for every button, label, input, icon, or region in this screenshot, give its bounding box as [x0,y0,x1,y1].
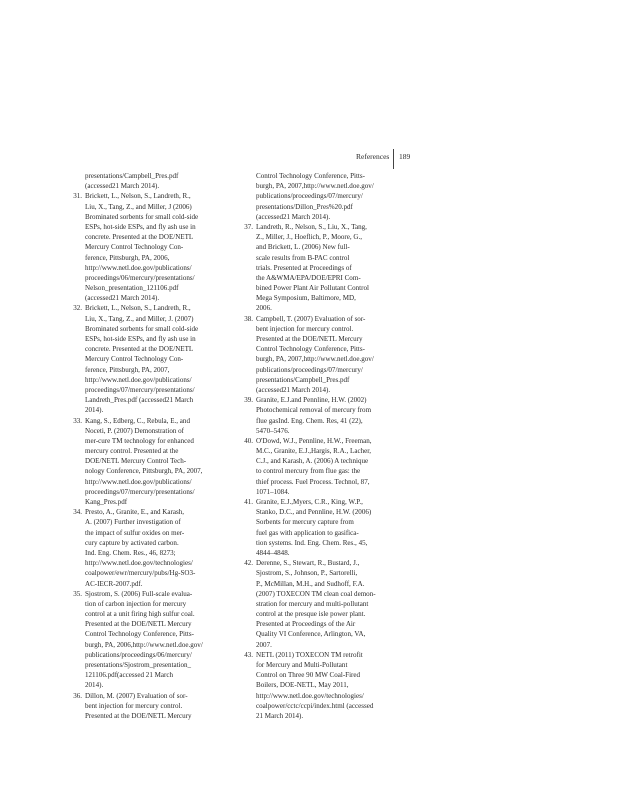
reference-text: Quality VI Conference, Arlington, VA, [256,630,366,639]
reference-text: Brickett, L., Nelson, S., Landreth, R., [85,304,191,313]
reference-text: Derenne, S., Stewart, R., Bustard, J., [256,559,360,568]
reference-text: presentations/Sjostrom_presentation_ [85,661,192,669]
reference-text: proceedings/06/mercury/presentations/ [85,273,195,282]
reference-text: Brominated sorbents for small cold-side [85,212,199,221]
reference-line [60,416,232,426]
reference-line [60,314,232,324]
reference-text: http://www.netl.doe.gov/technologies/ [85,559,193,568]
reference-line [60,212,232,222]
reference-line [60,538,232,548]
reference-line [231,538,407,548]
reference-entry [231,222,407,314]
reference-text: concrete. Presented at the DOE/NETL [85,233,194,242]
reference-line [60,263,232,273]
page-number: 189 [399,152,411,161]
reference-text: Liu, X., Tang, Z., and Miller, J. (2007) [85,314,194,323]
reference-line [60,222,232,232]
reference-text: (2007) TOXECON TM clean coal demon- [256,589,376,598]
reference-line [231,405,407,415]
reference-text: bent injection for mercury control. [85,701,183,710]
reference-text: Nelson_presentation_121106.pdf [85,284,179,293]
reference-text: 1071–1084. [256,487,290,496]
reference-entry [231,558,407,650]
reference-text: C.J., and Karash, A. (2006) A technique [256,457,369,466]
reference-entry [60,191,232,303]
reference-line [60,589,232,599]
reference-line [231,446,407,456]
reference-text: Sjostrom, S. (2006) Full-scale evalua- [85,589,193,598]
reference-text: Granite, E.J.and Pennline, H.W. (2002) [256,396,367,405]
reference-line [60,701,232,711]
reference-text: thief process. Fuel Process. Technol, 87, [256,477,370,486]
reference-line [60,405,232,415]
reference-text: ference, Pittsburgh, PA, 2007, [85,365,170,374]
reference-line [231,629,407,639]
reference-text: (accessed21 March 2014). [85,182,160,191]
reference-text: 2006. [256,304,272,313]
references-right-column [231,171,407,721]
reference-line [60,385,232,395]
reference-line [231,416,407,426]
reference-entry [231,395,407,436]
reference-entry [60,507,232,589]
reference-line [231,273,407,283]
reference-line [231,324,407,334]
reference-entry [231,314,407,396]
reference-text: Granite, E.J.,Myers, C.R., King, W.P., [256,498,363,506]
reference-text: 5470–5476. [256,426,290,435]
reference-text: Z., Miller, J., Hoeflich, P., Moore, G., [256,233,362,242]
reference-text: presentations/Campbell_Pres.pdf [85,172,179,180]
reference-line [231,466,407,476]
reference-text: Stanko, D.C., and Pennline, H.W. (2006) [256,508,372,517]
reference-line [60,711,232,721]
reference-text: Campbell, T. (2007) Evaluation of sor- [256,314,366,323]
reference-line [231,507,407,517]
reference-text: AC-IECR-2007.pdf. [85,579,143,588]
reference-text: ference, Pittsburgh, PA, 2006, [85,253,170,262]
reference-line [231,701,407,711]
reference-text: Presented at the DOE/NETL Mercury [85,711,192,720]
reference-line [60,497,232,507]
reference-line [231,528,407,538]
reference-number: 42. [244,559,253,568]
reference-entry [231,650,407,721]
reference-number: 31. [73,192,82,201]
reference-line [231,344,407,354]
reference-line [231,477,407,487]
reference-text: fuel gas with application to gasifica- [256,528,359,537]
reference-line [60,171,232,181]
reference-text: tion systems. Ind. Eng. Chem. Res., 45, [256,538,368,547]
reference-text: for Mercury and Multi-Pollutant [256,661,348,669]
reference-line [60,579,232,589]
reference-text: burgh, PA, 2006,http://www.netl.doe.gov/ [85,640,203,649]
reference-line [60,324,232,334]
reference-text: proceedings/07/mercury/presentations/ [85,385,195,394]
reference-line [60,599,232,609]
reference-line [231,456,407,466]
reference-line [231,385,407,395]
reference-text: Boilers, DOE-NETL, May 2011, [256,681,349,690]
reference-line [231,354,407,364]
reference-text: 2014). [85,681,104,690]
reference-text: Sjostrom, S., Johnson, P., Sartorelli, [256,569,358,578]
section-title: References [356,152,390,161]
reference-text: http://www.netl.doe.gov/publications/ [85,477,192,486]
reference-text: http://www.netl.doe.gov/publications/ [85,375,192,384]
reference-text: (accessed21 March 2014). [256,212,331,221]
reference-text: Control Technology Conference, Pitts- [256,345,365,354]
reference-number: 37. [244,222,253,231]
reference-text: publications/proceedings/07/mercury/ [256,365,363,374]
reference-text: (accessed21 March 2014). [85,294,160,303]
reference-text: bined Power Plant Air Pollutant Control [256,284,369,293]
reference-line [231,303,407,313]
reference-number: 32. [73,304,82,313]
reference-line [60,650,232,660]
reference-number: 39. [244,396,253,405]
reference-line [60,232,232,242]
reference-line [231,517,407,527]
reference-text: stration for mercury and multi-pollutant [256,599,369,608]
reference-text: publications/proceedings/06/mercury/ [85,650,192,659]
reference-text: flue gasInd. Eng. Chem. Res, 41 (22), [256,416,363,425]
reference-number: 38. [244,314,253,323]
reference-text: control at the presque isle power plant. [256,610,366,619]
reference-text: Brominated sorbents for small cold-side [85,324,199,333]
reference-line [231,497,407,507]
reference-text: and Brickett, L. (2006) New full- [256,243,350,252]
reference-line [60,609,232,619]
reference-line [231,436,407,446]
reference-text: P., McMillan, M.H., and Sudhoff, F.A. [256,579,365,588]
reference-line [60,487,232,497]
reference-line [60,426,232,436]
reference-line [231,568,407,578]
reference-line [231,171,407,181]
reference-text: http://www.netl.doe.gov/technologies/ [256,691,364,700]
reference-line [231,202,407,212]
reference-line [60,619,232,629]
reference-text: Landreth_Pres.pdf (accessed21 March [85,396,194,405]
reference-line [231,232,407,242]
reference-line [60,660,232,670]
reference-number: 36. [73,691,82,700]
reference-line [60,670,232,680]
reference-line [231,242,407,252]
reference-line [60,680,232,690]
reference-text: 121106.pdf(accessed 21 March [85,671,173,680]
reference-text: Control Technology Conference, Pitts- [85,630,194,639]
reference-line [60,191,232,201]
reference-text: Control on Three 90 MW Coal-Fired [256,671,361,680]
reference-text: scale results from B-PAC control [256,253,350,262]
reference-line [60,354,232,364]
reference-text: coalpower/ewr/mercury/pubs/Hg-SO3- [85,569,196,578]
reference-line [60,202,232,212]
reference-text: publications/proceedings/07/mercury/ [256,192,363,201]
reference-text: nology Conference, Pittsburgh, PA, 2007, [85,467,203,476]
reference-text: tion of carbon injection for mercury [85,599,187,608]
reference-line [231,314,407,324]
reference-line [60,568,232,578]
reference-text: Presented at the DOE/NETL Mercury [85,620,192,629]
reference-line [231,365,407,375]
reference-line [231,650,407,660]
reference-text: burgh, PA, 2007,http://www.netl.doe.gov/ [256,355,374,364]
reference-text: (accessed21 March 2014). [256,385,331,394]
reference-text: bent injection for mercury control. [256,324,354,333]
reference-text: 4844–4848. [256,548,290,557]
reference-text: Mega Symposium, Baltimore, MD, [256,294,356,303]
reference-line [60,365,232,375]
reference-line [231,222,407,232]
reference-text: Presented at Proceedings of the Air [256,620,356,629]
reference-line [60,466,232,476]
reference-line [60,558,232,568]
reference-line [60,640,232,650]
reference-text: O'Dowd, W.J., Pennline, H.W., Freeman, [256,436,372,445]
reference-text: 21 March 2014). [256,711,304,720]
reference-text: NETL (2011) TOXECON TM retrofit [256,650,363,659]
reference-line [231,426,407,436]
reference-line [60,477,232,487]
reference-text: trials. Presented at Proceedings of [256,263,352,272]
reference-line [231,589,407,599]
reference-entry [60,171,232,191]
reference-text: Kang, S., Edberg, C., Rebula, E., and [85,416,190,425]
reference-line [231,293,407,303]
reference-line [60,253,232,263]
reference-line [60,181,232,191]
reference-text: the A&WMA/EPA/DOE/EPRI Com- [256,273,361,282]
reference-text: burgh, PA, 2007,http://www.netl.doe.gov/ [256,182,374,191]
reference-line [231,640,407,650]
reference-entry [60,416,232,508]
reference-number: 40. [244,436,253,445]
reference-line [60,273,232,283]
reference-number: 43. [244,650,253,659]
reference-text: Photochemical removal of mercury from [256,406,372,415]
reference-text: Presented at the DOE/NETL Mercury [256,335,363,343]
reference-line [60,303,232,313]
reference-line [60,691,232,701]
reference-text: 2007. [256,640,272,649]
reference-line [60,436,232,446]
reference-line [60,344,232,354]
reference-text: Brickett, L., Nelson, S., Landreth, R., [85,192,191,201]
reference-text: Noceti, P. (2007) Demonstration of [85,426,185,435]
reference-line [60,507,232,517]
reference-text: Mercury Control Technology Con- [85,355,184,364]
reference-entry [231,497,407,558]
reference-text: DOE/NETL Mercury Control Tech- [85,457,187,466]
reference-line [60,446,232,456]
reference-line [60,334,232,344]
reference-text: coalpower/cctc/ccpi/index.html (accessed [256,701,374,710]
reference-line [231,691,407,701]
reference-text: Mercury Control Technology Con- [85,243,184,252]
reference-text: ESPs, hot-side ESPs, and fly ash use in [85,335,196,343]
reference-text: the impact of sulfur oxides on mer- [85,528,185,537]
reference-text: Sorbents for mercury capture from [256,518,354,527]
header-divider [393,149,394,169]
reference-text: mercury control. Presented at the [85,447,179,456]
reference-text: Landreth, R., Nelson, S., Liu, X., Tang, [256,222,367,231]
reference-line [60,629,232,639]
reference-text: Ind. Eng. Chem. Res., 46, 8273; [85,548,176,557]
reference-line [60,456,232,466]
reference-line [231,558,407,568]
references-left-column [60,171,232,721]
reference-line [231,181,407,191]
reference-line [231,579,407,589]
reference-line [231,548,407,558]
reference-line [231,609,407,619]
reference-line [231,619,407,629]
reference-text: Presto, A., Granite, E., and Karash, [85,508,185,517]
reference-line [60,293,232,303]
reference-text: to control mercury from flue gas: the [256,467,361,476]
reference-line [231,191,407,201]
reference-text: Dillon, M. (2007) Evaluation of sor- [85,691,188,700]
reference-number: 35. [73,589,82,598]
reference-text: control at a unit firing high sulfur coal. [85,610,195,619]
reference-line [231,375,407,385]
reference-text: Control Technology Conference, Pitts- [256,172,365,180]
reference-line [60,528,232,538]
reference-line [60,548,232,558]
reference-text: presentations/Campbell_Pres.pdf [256,375,350,384]
reference-text: cury capture by activated carbon. [85,538,179,547]
reference-line [231,599,407,609]
reference-text: M.C., Granite, E.J.,Hargis, R.A., Lacher, [256,447,372,456]
reference-entry [60,691,232,722]
reference-text: http://www.netl.doe.gov/publications/ [85,263,192,272]
reference-text: Kang_Pres.pdf [85,498,128,506]
reference-line [231,711,407,721]
reference-entry [231,436,407,497]
reference-line [231,253,407,263]
reference-entry [60,589,232,691]
reference-text: ESPs, hot-side ESPs, and fly ash use in [85,222,196,231]
reference-line [231,212,407,222]
reference-text: 2014). [85,406,104,415]
reference-line [60,283,232,293]
reference-text: presentations/Dillon_Pres%20.pdf [256,202,353,211]
reference-number: 34. [73,508,82,517]
reference-entry [60,303,232,415]
reference-line [231,680,407,690]
reference-number: 33. [73,416,82,425]
reference-line [60,375,232,385]
reference-text: proceedings/07/mercury/presentations/ [85,487,195,496]
reference-line [60,395,232,405]
reference-line [231,487,407,497]
reference-text: Liu, X., Tang, Z., and Miller, J (2006) [85,202,192,211]
reference-line [231,263,407,273]
reference-text: concrete. Presented at the DOE/NETL [85,345,194,354]
reference-text: mer-cure TM technology for enhanced [85,436,194,445]
reference-line [60,517,232,527]
reference-entry [231,171,407,222]
reference-line [231,395,407,405]
reference-line [231,670,407,680]
reference-line [60,242,232,252]
reference-line [231,283,407,293]
reference-number: 41. [244,498,253,506]
reference-line [231,660,407,670]
reference-text: A. (2007) Further investigation of [85,518,181,527]
reference-line [231,334,407,344]
